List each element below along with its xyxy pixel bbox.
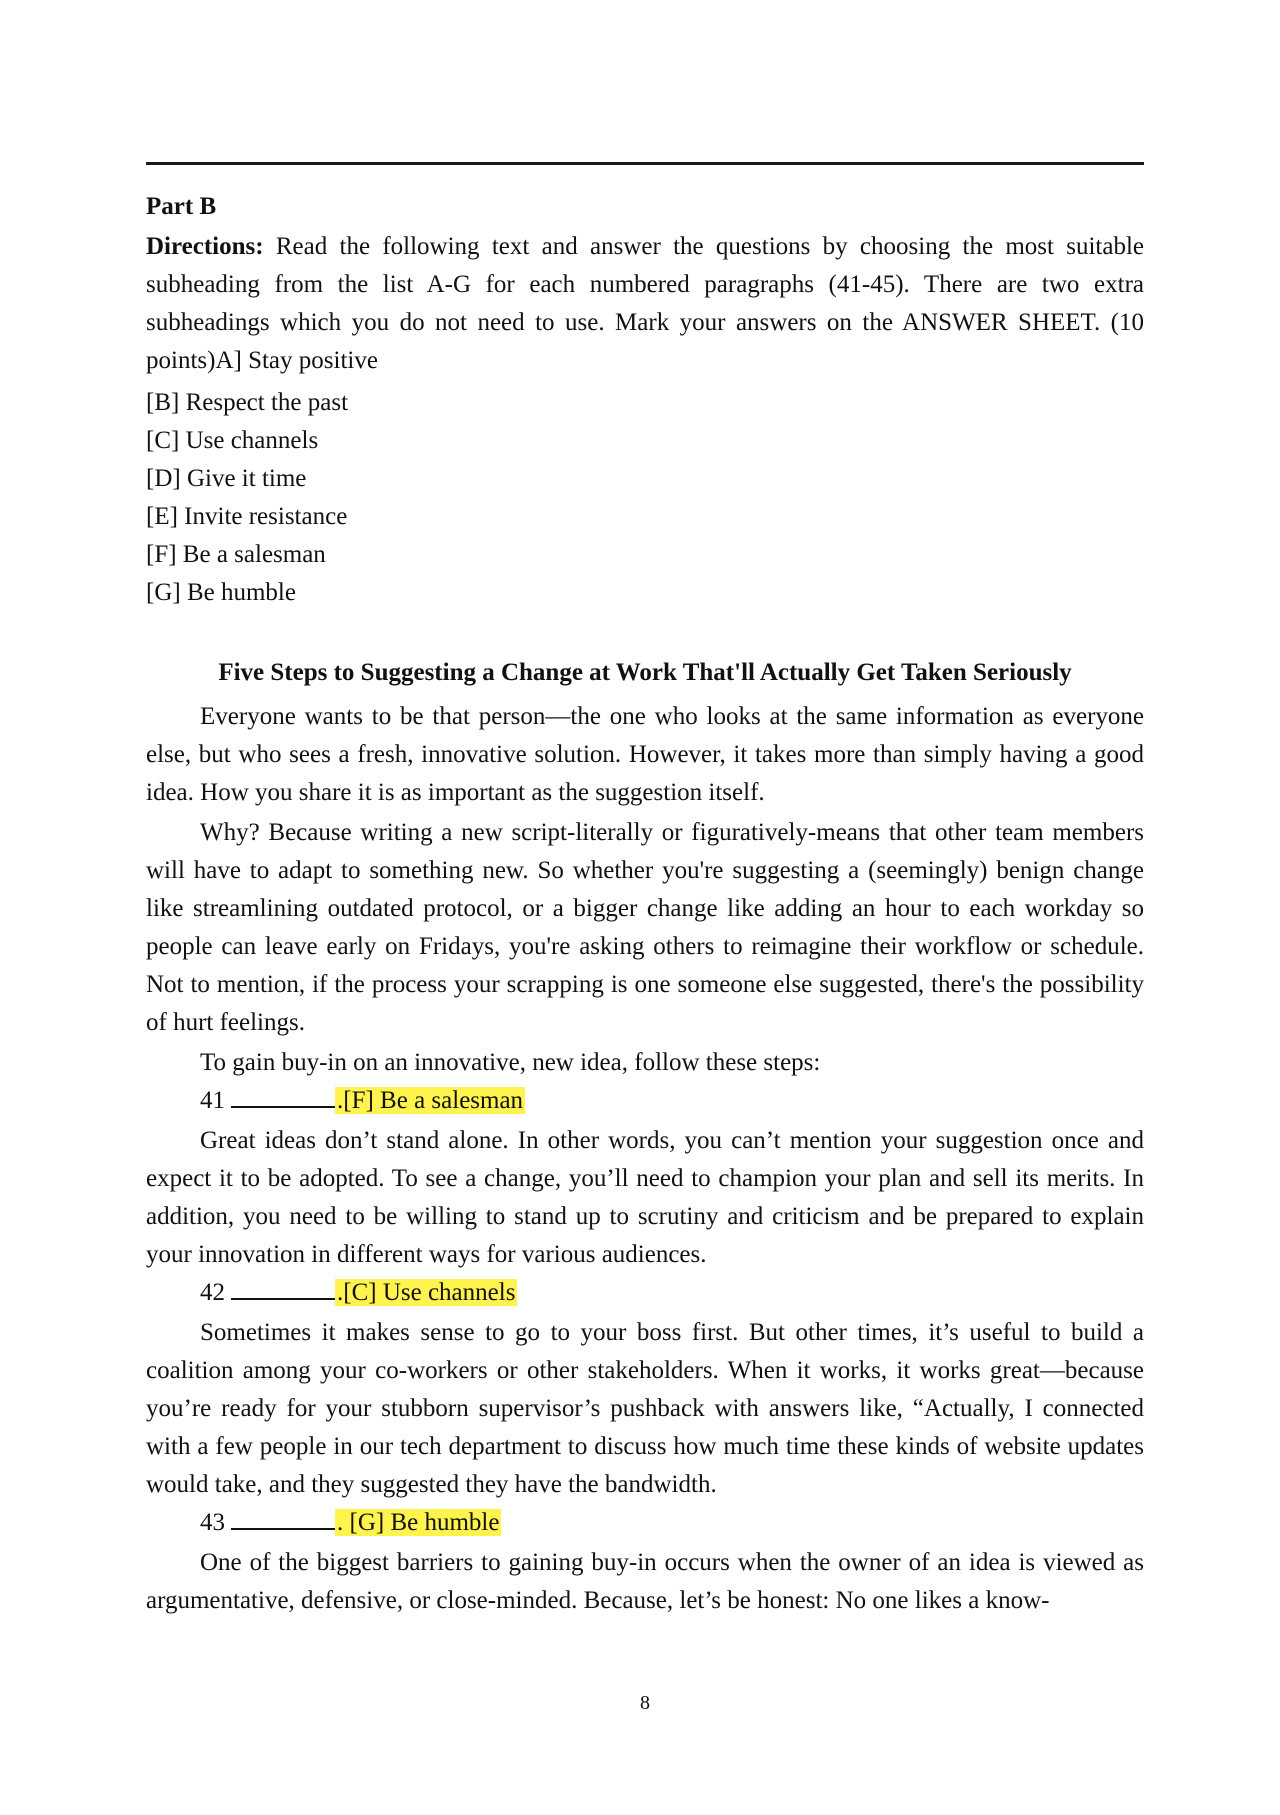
part-title: Part B [146, 193, 217, 220]
directions [146, 228, 1144, 380]
answer-text: [C] Use channels [343, 1279, 516, 1306]
intro-paragraph: Why? Because writing a new script-literally or figuratively-means that other team members will have to adapt to something new. So whether you're suggesting a (seemingly) benign change like streamlining outdated protocol, or a bigger change like adding an hour to each workday so people can leave early on Fridays, you're asking others to reimagine their workflow or schedule. Not to mention, if the process your scrapping is one someone else suggested, there's the possibility of hurt feelings. [146, 819, 1144, 1036]
highlighted-answer [335, 1279, 517, 1306]
answer-separator: . [337, 1279, 344, 1306]
highlighted-answer [335, 1087, 525, 1114]
option-b: [B] Respect the past [146, 389, 349, 416]
highlighted-answer [335, 1509, 501, 1536]
directions-label: Directions: [146, 233, 264, 260]
question-paragraph: Sometimes it makes sense to go to your boss first. But other times, it’s useful to build a coalition among your co-workers or other stakeholders. When it works, it works great—because you’re ready for your stubborn supervisor’s pushback with answers like, “Actually, I connected with a few people in our tech department to discuss how much time these kinds of website updates would take, and they suggested they have the bandwidth. [146, 1319, 1144, 1498]
intro-paragraph: To gain buy-in on an innovative, new idea, follow these steps: [200, 1049, 821, 1076]
article-title: Five Steps to Suggesting a Change at Work That'll Actually Get Taken Seriously [218, 659, 1072, 686]
question-number: 43 [200, 1509, 225, 1536]
question-paragraph: Great ideas don’t stand alone. In other words, you can’t mention your suggestion once and expect it to be adopted. To see a change, you’ll need to champion your plan and sell its merits. In addition, you need to be willing to stand up to scrutiny and criticism and be prepared to explain your innovation in different ways for various audiences. [146, 1127, 1144, 1268]
subheading-options [146, 384, 1144, 612]
option-d: [D] Give it time [146, 465, 307, 492]
answer-blank[interactable] [231, 1084, 335, 1108]
option-g: [G] Be humble [146, 579, 296, 606]
header-rule [146, 162, 1144, 165]
answer-separator: . [337, 1509, 350, 1536]
answer-separator: . [337, 1087, 344, 1114]
option-c: [C] Use channels [146, 427, 319, 454]
question-43 [146, 1504, 1144, 1542]
question-41 [146, 1082, 1144, 1120]
intro-paragraph: Everyone wants to be that person—the one who looks at the same information as everyone else, but who sees a fresh, innovative solution. However, it takes more than simply having a good idea. How you share it is as important as the suggestion itself. [146, 703, 1144, 806]
question-number: 41 [200, 1087, 225, 1114]
option-e: [E] Invite resistance [146, 503, 348, 530]
question-number: 42 [200, 1279, 225, 1306]
option-f: [F] Be a salesman [146, 541, 326, 568]
question-paragraph: One of the biggest barriers to gaining buy-in occurs when the owner of an idea is viewed as argumentative, defensive, or close-minded. Because, let’s be honest: No one likes a know- [146, 1549, 1144, 1614]
answer-text: [F] Be a salesman [343, 1087, 524, 1114]
directions-text: Read the following text and answer the questions by choosing the most suitable subheading from the list A-G for each numbered paragraphs (41-45). There are two extra subheadings which you do not need to use. Mark your answers on the ANSWER SHEET. (10 points)A] Stay positive [146, 233, 1144, 374]
document-page [146, 0, 1144, 1815]
question-42 [146, 1274, 1144, 1312]
answer-text: [G] Be humble [349, 1509, 500, 1536]
answer-blank[interactable] [231, 1276, 335, 1300]
page-number: 8 [640, 1692, 650, 1714]
answer-blank[interactable] [231, 1506, 335, 1530]
page-content [146, 188, 1144, 1620]
